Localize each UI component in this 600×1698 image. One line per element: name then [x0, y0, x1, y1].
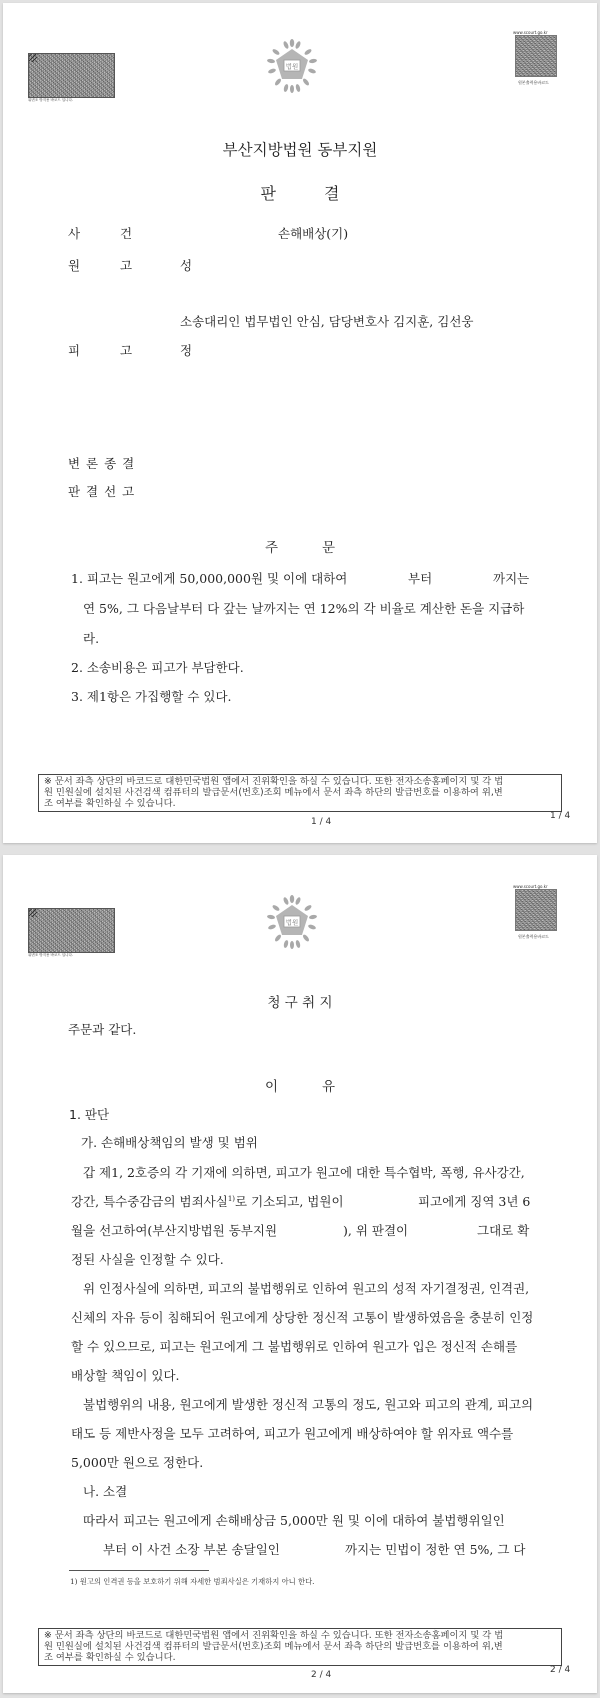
barcode-caption: 위변조 방지용 바코드 입니다. [28, 953, 74, 957]
footnote-1: 1) 원고의 인격권 등을 보호하기 위해 자세한 범죄사실은 기재하지 아니 한다. [70, 1577, 315, 1586]
court-name: 부산지방법원 동부지원 [222, 141, 378, 159]
order-item-1-line-1b: 부터 [408, 571, 433, 586]
para1-line3a: 월을 선고하여(부산지방법원 동부지원 [71, 1223, 278, 1238]
closing-date-label: 변 론 종 결 [68, 456, 136, 471]
para2-line3: 할 수 있으므로, 피고는 원고에게 그 불법행위로 인하여 원고가 입은 정신적 손해를 [71, 1339, 518, 1354]
svg-text:법원: 법원 [285, 918, 299, 927]
order-item-1-line-3: 라. [83, 631, 100, 646]
para3-line2: 태도 등 제반사정을 모두 고려하여, 피고가 원고에게 배상하여야 할 위자료 액수를 [71, 1426, 514, 1441]
para2-line4: 배상할 책임이 있다. [71, 1368, 180, 1383]
plaintiff-representative: 소송대리인 법무법인 안심, 담당변호사 김지훈, 김선웅 [180, 314, 474, 329]
para1-line1: 갑 제1, 2호증의 각 기재에 의하면, 피고가 원고에 대한 특수협박, 폭행, 유사강간, [83, 1165, 525, 1180]
claim-text: 주문과 같다. [68, 1022, 137, 1037]
verdict-date-label: 판 결 선 고 [68, 484, 136, 499]
para1-line3b: ), 위 판결이 [343, 1223, 409, 1238]
case-label-2: 건 [120, 226, 133, 241]
order-title: 주 문 [264, 540, 336, 556]
para3-line3: 5,000만 원으로 정한다. [71, 1455, 204, 1470]
para1-line3c: 그대로 확 [477, 1223, 530, 1238]
order-item-1-line-2: 연 5%, 그 다음날부터 다 갚는 날까지는 연 12%의 각 비율로 계산한 돈을 지급하 [83, 601, 525, 616]
para2-line2: 신체의 자유 등이 침해되어 원고에게 상당한 정신적 고통이 발생하였음을 충분히 인정 [71, 1310, 534, 1325]
plaintiff-label-1: 원 [68, 258, 81, 273]
qr-caption: 원본출력용바코드 [518, 80, 549, 85]
section-1-heading: 1. 판단 [69, 1107, 110, 1122]
verification-notice: ※ 문서 좌측 상단의 바코드로 대한민국법원 앱에서 진위확인을 하실 수 있습니다. 또한 전자소송홈페이지 및 각 법 원 민원실에 설치된 사건검색 컴퓨터의 발급문서(번호)조회 메뉴에서 문서 좌측 하단의 발급번호를 이용하여 위,변 조 여부를 확인하실 수 있습니다. [38, 1628, 562, 1666]
document-page-1 [3, 3, 597, 843]
anti-forgery-barcode [28, 53, 115, 98]
para2-line1: 위 인정사실에 의하면, 피고의 불법행위로 인하여 원고의 성적 자기결정권, 인격권, [83, 1281, 530, 1296]
original-print-barcode [515, 35, 557, 77]
claim-title: 청 구 취 지 [267, 995, 333, 1011]
page-number-right: 2 / 4 [550, 1665, 571, 1675]
case-label-1: 사 [68, 226, 81, 241]
defendant-label-2: 고 [120, 343, 133, 358]
page-number-right: 1 / 4 [550, 811, 571, 821]
defendant-label-1: 피 [68, 343, 81, 358]
plaintiff-label-2: 고 [120, 258, 133, 273]
court-url: www.scourt.go.kr [513, 884, 548, 889]
para1-line2a: 강간, 특수중감금의 범죄사실$^{1)}$로 기소되고, 법원이 [71, 1194, 344, 1209]
para4-line2b: 까지는 민법이 정한 연 5%, 그 다 [345, 1542, 526, 1557]
court-emblem-icon [265, 39, 319, 93]
defendant-value: 정 [180, 343, 193, 358]
page-number-center: 1 / 4 [311, 817, 332, 827]
court-emblem-icon [265, 895, 319, 949]
judgment-title: 판 결 [260, 184, 340, 203]
footnote-divider [69, 1570, 209, 1571]
order-item-1-line-1a: 1. 피고는 원고에게 50,000,000원 및 이에 대하여 [71, 571, 348, 586]
case-value: 손해배상(기) [278, 226, 349, 241]
plaintiff-value: 성 [180, 258, 193, 273]
reasons-title: 이 유 [264, 1079, 336, 1095]
para4-line2a: 부터 이 사건 소장 부본 송달일인 [103, 1542, 280, 1557]
qr-caption: 원본출력용바코드 [518, 934, 549, 939]
anti-forgery-barcode [28, 908, 115, 953]
document-page-2 [3, 855, 597, 1693]
para4-line1: 따라서 피고는 원고에게 손해배상금 5,000만 원 및 이에 대하여 불법행위일인 [83, 1513, 505, 1528]
original-print-barcode [515, 889, 557, 931]
verification-notice: ※ 문서 좌측 상단의 바코드로 대한민국법원 앱에서 진위확인을 하실 수 있습니다. 또한 전자소송홈페이지 및 각 법 원 민원실에 설치된 사건검색 컴퓨터의 발급문서(번호)조회 메뉴에서 문서 좌측 하단의 발급번호를 이용하여 위,변 조 여부를 확인하실 수 있습니다. [38, 774, 562, 812]
para3-line1: 불법행위의 내용, 원고에게 발생한 정신적 고통의 정도, 원고와 피고의 관계, 피고의 [83, 1397, 534, 1412]
footnote-ref: 1) [227, 1194, 236, 1203]
para1-line2b: 피고에게 징역 3년 6 [418, 1194, 531, 1209]
court-url: www.scourt.go.kr [513, 30, 548, 35]
barcode-caption: 위변조 방지용 바코드 입니다. [28, 98, 74, 102]
order-item-1-line-1c: 까지는 [493, 571, 530, 586]
order-item-3: 3. 제1항은 가집행할 수 있다. [71, 689, 232, 704]
order-item-2: 2. 소송비용은 피고가 부담한다. [71, 660, 244, 675]
page-number-center: 2 / 4 [311, 1670, 332, 1680]
subsection-b-heading: 나. 소결 [83, 1484, 128, 1499]
subsection-a-heading: 가. 손해배상책임의 발생 및 범위 [81, 1135, 258, 1150]
para1-line4: 정된 사실을 인정할 수 있다. [71, 1252, 224, 1267]
svg-text:법원: 법원 [285, 62, 299, 71]
